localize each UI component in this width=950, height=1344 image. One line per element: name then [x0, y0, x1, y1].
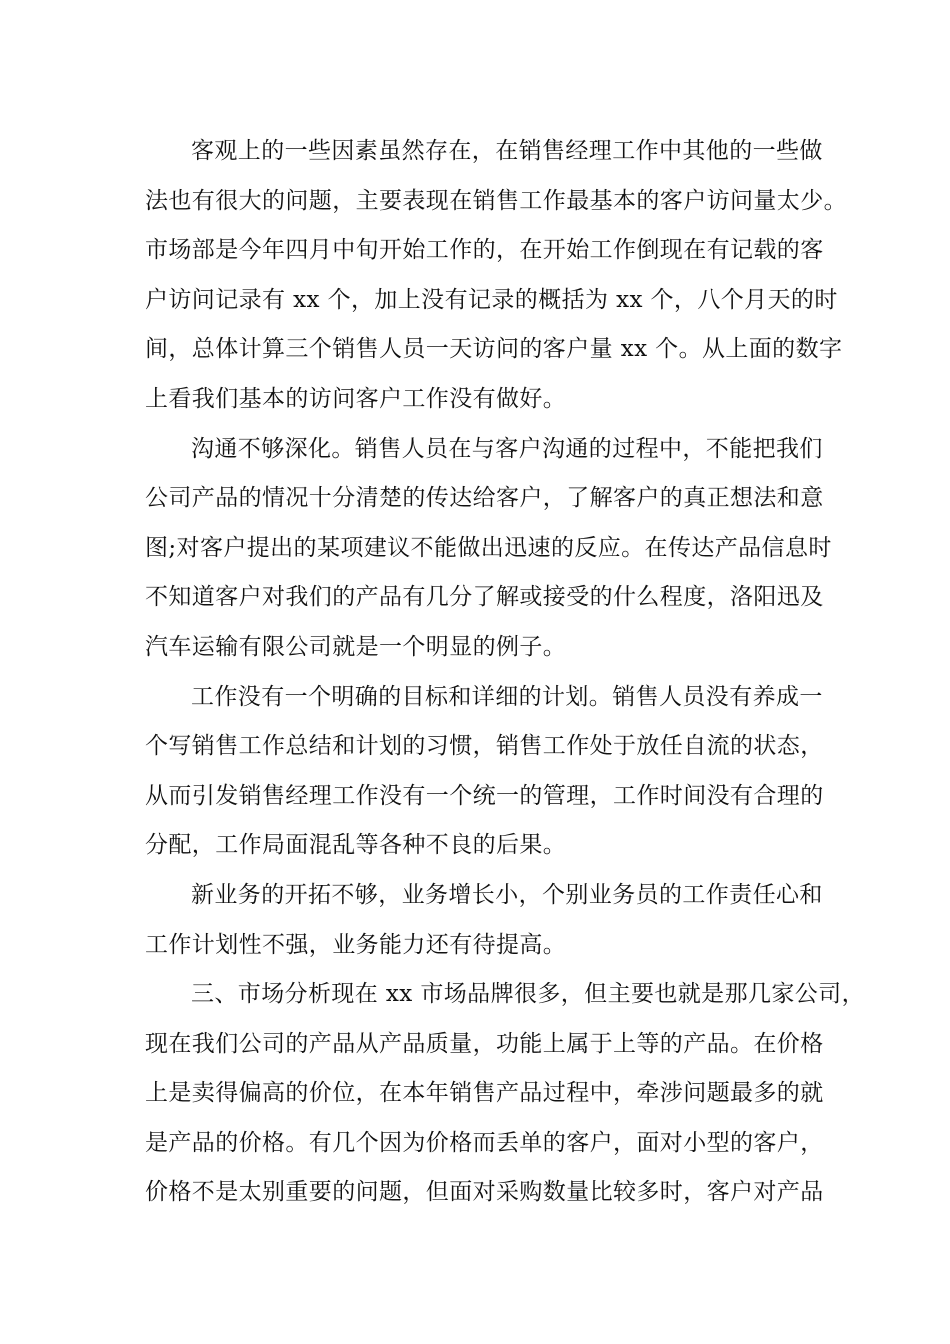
paragraph-5-line-5: 价格不是太别重要的问题，但面对采购数量比较多时，客户对产品: [145, 1179, 824, 1206]
paragraph-2-line-1: 沟通不够深化。销售人员在与客户沟通的过程中，不能把我们: [191, 435, 823, 462]
paragraph-1-line-4: 户访问记录有 xx 个，加上没有记录的概括为 xx 个，八个月天的时: [145, 286, 838, 313]
paragraph-5-line-1: 三、市场分析现在 xx 市场品牌很多，但主要也就是那几家公司，: [191, 981, 865, 1008]
paragraph-1-line-2: 法也有很大的问题，主要表现在销售工作最基本的客户访问量太少。: [145, 187, 847, 214]
paragraph-3-line-1: 工作没有一个明确的目标和详细的计划。销售人员没有养成一: [191, 683, 823, 710]
paragraph-2-line-4: 不知道客户对我们的产品有几分了解或接受的什么程度，洛阳迅及: [145, 584, 824, 611]
paragraph-5-line-4: 是产品的价格。有几个因为价格而丢单的客户，面对小型的客户，: [145, 1129, 824, 1156]
paragraph-2-line-5: 汽车运输有限公司就是一个明显的例子。: [145, 633, 567, 660]
paragraph-3-line-2: 个写销售工作总结和计划的习惯，销售工作处于放任自流的状态，: [145, 733, 824, 760]
paragraph-3-line-3: 从而引发销售经理工作没有一个统一的管理，工作时间没有合理的: [145, 782, 824, 809]
paragraph-1-line-5: 间，总体计算三个销售人员一天访问的客户量 xx 个。从上面的数字: [145, 336, 843, 363]
paragraph-2-line-3: 图;对客户提出的某项建议不能做出迅速的反应。在传达产品信息时: [145, 534, 832, 561]
paragraph-1-line-1: 客观上的一些因素虽然存在，在销售经理工作中其他的一些做: [191, 138, 823, 164]
paragraph-4-line-1: 新业务的开拓不够，业务增长小，个别业务员的工作责任心和: [191, 881, 823, 908]
document-body: [145, 127, 865, 1218]
paragraph-1-line-3: 市场部是今年四月中旬开始工作的，在开始工作倒现在有记载的客: [145, 237, 824, 264]
paragraph-3-line-4: 分配，工作局面混乱等各种不良的后果。: [145, 832, 567, 859]
paragraph-4-line-2: 工作计划性不强，业务能力还有待提高。: [145, 931, 567, 958]
paragraph-2-line-2: 公司产品的情况十分清楚的传达给客户，了解客户的真正想法和意: [145, 485, 824, 512]
paragraph-5-line-3: 上是卖得偏高的价位，在本年销售产品过程中，牵涉问题最多的就: [145, 1080, 824, 1107]
paragraph-1-line-6: 上看我们基本的访问客户工作没有做好。: [145, 385, 567, 412]
paragraph-5-line-2: 现在我们公司的产品从产品质量，功能上属于上等的产品。在价格: [145, 1030, 824, 1057]
